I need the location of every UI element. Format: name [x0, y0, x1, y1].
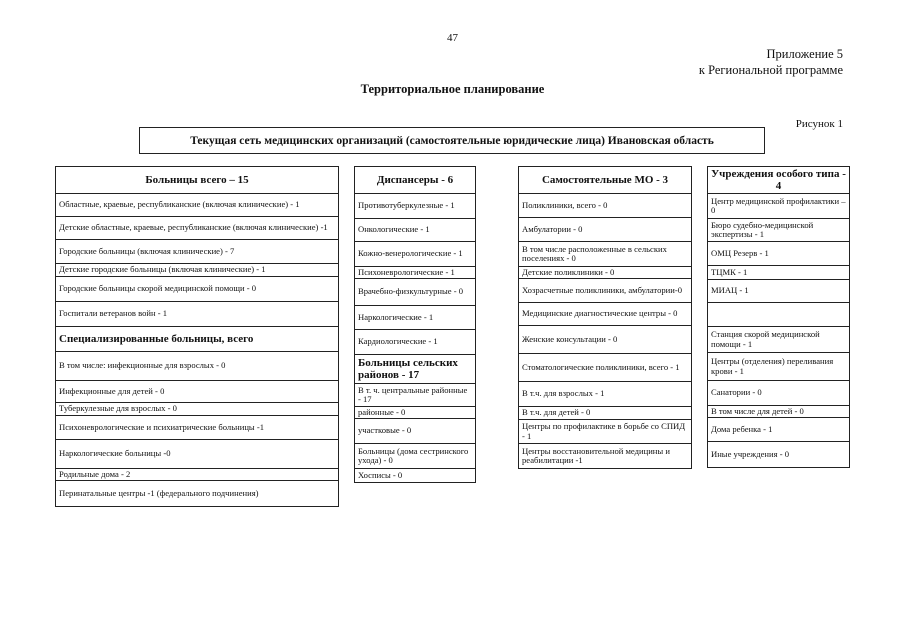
table-row: Онкологические - 1 [354, 218, 476, 242]
table-row: Центры по профилактике в борьбе со СПИД - 1 [518, 419, 692, 444]
table-row: Бюро судебно-медицинской экспертизы - 1 [707, 218, 850, 242]
table-row: В т. ч. центральные районные - 17 [354, 383, 476, 407]
table-row: Санатории - 0 [707, 380, 850, 406]
table-row: В том числе расположенные в сельских поселениях - 0 [518, 241, 692, 267]
table-row: Поликлиники, всего - 0 [518, 193, 692, 218]
table-row: Родильные дома - 2 [55, 468, 339, 481]
column-header: Больницы всего – 15 [55, 166, 339, 194]
column-header: Диспансеры - 6 [354, 166, 476, 194]
table-row: Иные учреждения - 0 [707, 441, 850, 468]
table-row: Психоневрологические и психиатрические больницы -1 [55, 415, 339, 440]
table-row: Наркологические больницы -0 [55, 439, 339, 469]
table-row: В т.ч. для детей - 0 [518, 406, 692, 420]
table-row: Психоневрологические - 1 [354, 266, 476, 279]
table-row: Медицинские диагностические центры - 0 [518, 302, 692, 326]
column-header: Учреждения особого типа - 4 [707, 166, 850, 194]
table-row: Специализированные больницы, всего [55, 326, 339, 352]
table-row: Больницы сельских районов - 17 [354, 354, 476, 384]
table-row: Областные, краевые, республиканские (включая клинические) - 1 [55, 193, 339, 217]
table-row: Стоматологические поликлиники, всего - 1 [518, 353, 692, 382]
table-row: Госпитали ветеранов войн - 1 [55, 301, 339, 327]
table-row: Детские областные, краевые, республиканские (включая клинические) -1 [55, 216, 339, 240]
table-row: В т.ч. для взрослых - 1 [518, 381, 692, 407]
appendix-line-1: Приложение 5 [766, 47, 843, 61]
table-row: Центры (отделения) переливания крови - 1 [707, 352, 850, 381]
table-row: Наркологические - 1 [354, 305, 476, 330]
table-row: Городские больницы скорой медицинской помощи - 0 [55, 276, 339, 302]
table-row: Перинатальные центры -1 (федерального подчинения) [55, 480, 339, 507]
table-row: ТЦМК - 1 [707, 265, 850, 280]
table-row [707, 302, 850, 327]
appendix-note [699, 46, 843, 78]
page-number: 47 [447, 32, 458, 44]
table-row: ОМЦ Резерв - 1 [707, 241, 850, 266]
table-row: Врачебно-физкультурные - 0 [354, 278, 476, 306]
table-row: Дома ребенка - 1 [707, 417, 850, 442]
table-row: Хозрасчетные поликлиники, амбулатории-0 [518, 278, 692, 303]
column-dispensaries [354, 167, 476, 483]
column-independent-mo [518, 167, 692, 469]
table-row: Противотуберкулезные - 1 [354, 193, 476, 219]
table-row: Женские консультации - 0 [518, 325, 692, 354]
table-row: Детские городские больницы (включая клинические) - 1 [55, 263, 339, 277]
table-row: Детские поликлиники - 0 [518, 266, 692, 279]
figure-label: Рисунок 1 [795, 118, 843, 130]
table-row: Туберкулезные для взрослых - 0 [55, 402, 339, 416]
table-row: Инфекционные для детей - 0 [55, 380, 339, 403]
table-row: участковые - 0 [354, 418, 476, 444]
table-row: МИАЦ - 1 [707, 279, 850, 303]
table-row: Станция скорой медицинской помощи - 1 [707, 326, 850, 353]
diagram-banner: Текущая сеть медицинских организаций (самостоятельные юридические лица) Ивановская область [139, 127, 765, 154]
table-row: Центры восстановительной медицины и реабилитации -1 [518, 443, 692, 469]
column-header: Самостоятельные МО - 3 [518, 166, 692, 194]
table-row: Больницы (дома сестринского ухода) - 0 [354, 443, 476, 469]
table-row: Амбулатории - 0 [518, 217, 692, 242]
table-row: В том числе для детей - 0 [707, 405, 850, 418]
table-row: Кардиологические - 1 [354, 329, 476, 355]
table-row: районные - 0 [354, 406, 476, 419]
column-hospitals [55, 167, 339, 507]
table-row: Городские больницы (включая клинические) - 7 [55, 239, 339, 264]
column-special-institutions [707, 167, 850, 468]
document-title: Территориальное планирование [360, 82, 545, 96]
table-row: Хосписы - 0 [354, 468, 476, 483]
table-row: Кожно-венерологические - 1 [354, 241, 476, 267]
table-row: В том числе: инфекционные для взрослых - 0 [55, 351, 339, 381]
appendix-line-2: к Региональной программе [698, 63, 843, 77]
table-row: Центр медицинской профилактики – 0 [707, 193, 850, 219]
